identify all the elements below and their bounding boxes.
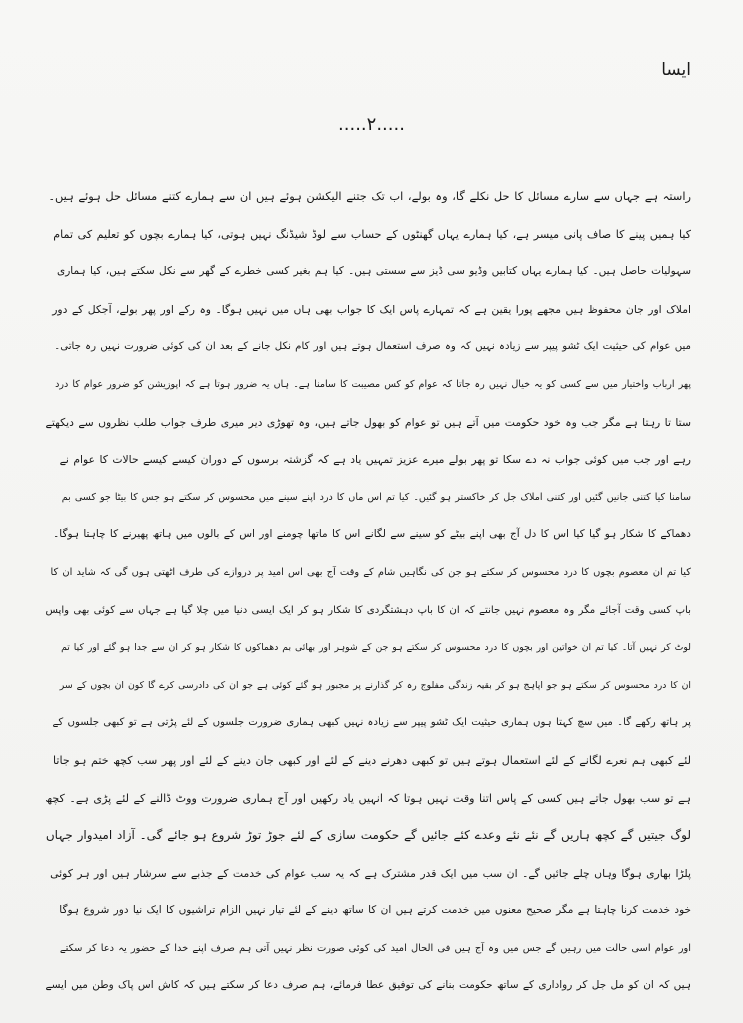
- text-line: پھر ارباب واختیار میں سے کسی کو یہ خیال نہیں رہ جاتا کہ عوام کو کس مصیبت کا سامنا ہے۔ ہاں یہ ضرور ہوتا ہے کہ اپوزیشن کو ضرور عوام کا درد: [55, 378, 691, 390]
- text-line: ستا تا رہتا ہے مگر جب وہ خود حکومت میں آتے ہیں تو عوام کو بھول جاتے ہیں، وہ تھوڑی دیر میری طرف جواب طلب نظروں سے دیکھتے: [45, 415, 691, 429]
- text-line: راستہ ہے جہاں سے سارے مسائل کا حل نکلے گا، وہ بولے، اب تک جتنے الیکشن ہوئے ہیں ان سے ہمارے کتنے مسائل حل ہوئے ہیں۔: [48, 189, 691, 203]
- text-line: دھماکے کا شکار ہو گیا کیا اس کا دل آج بھی اپنے بیٹے کو سینے سے لگانے اس کا ماتھا چومنے اور اس کے بالوں میں ہاتھ پھیرنے کا چاہتا ہوگا۔: [53, 528, 691, 541]
- text-line: ہیں کہ ان کو مل جل کر رواداری کے ساتھ حکومت بنانے کی توفیق عطا فرمائے، ہم صرف دعا کر سکتے ہیں کہ کاش اس پاک وطن میں ایسے: [45, 979, 691, 992]
- text-line: ہے تو سب بھول جاتے ہیں کسی کے پاس اتنا وقت نہیں ہوتا کہ انہیں یاد رکھیں اور آج ہماری ضرورت ووٹ ڈالنے کے لئے پڑی ہے۔ کچھ: [45, 791, 691, 805]
- text-line: پلڑا بھاری ہوگا وہاں چلے جائیں گے۔ ان سب میں ایک قدر مشترک ہے کہ یہ سب عوام کی خدمت کے جذبے سے سرشار ہیں اور ہر کوئی: [50, 866, 691, 880]
- text-line: خود خدمت کرنا چاہتا ہے مگر صحیح معنوں میں خدمت کرتے ہیں ان کا ساتھ دینے کے لئے تیار نہیں الزام تراشیوں کا ایک نیا دور شروع ہوگا: [59, 904, 691, 917]
- document-body: [44, 178, 691, 1005]
- header-label: ایسا: [661, 60, 691, 80]
- text-line: کیا تم ان معصوم بچوں کا درد محسوس کر سکتے ہو جن کی نگاہیں شام کے وقت آج بھی اس امید پر دروازے کی طرف اٹھتی ہوں گی کہ شاید ان کا: [50, 566, 691, 578]
- text-line: سہولیات حاصل ہیں۔ کیا ہمارے یہاں کتابیں وڈیو سی ڈیز سے سستی ہیں۔ کیا ہم بغیر کسی خطرے کے گھر سے نکل سکتے ہیں، کیا ہماری: [57, 265, 691, 278]
- text-line: ان کا درد محسوس کر سکتے ہو جو اپاہج ہو کر بقیہ زندگی مفلوج رہ کر گذارنے پر مجبور ہو گئے کوئی ہے جو ان کی دادرسی کرے گا کون ان بچوں کے سر: [59, 679, 691, 691]
- page-number: .....۲.....: [338, 114, 405, 135]
- text-line: لئے کبھی ہم نعرے لگانے کے لئے استعمال ہوتے ہیں تو کبھی دھرنے دینے کے لئے اور کبھی جان دینے کے لئے اور پھر سب کچھ ختم ہو جاتا: [53, 753, 691, 767]
- text-line: سامنا کیا کتنی جانیں گئیں اور کتنی املاک جل کر خاکستر ہو گئیں۔ کیا تم اس ماں کا درد اپنے سینے میں محسوس کر سکتے ہو جس کا بیٹا جو کسی بم: [61, 491, 691, 503]
- text-line: پر ہاتھ رکھے گا۔ میں سچ کہتا ہوں ہماری حیثیت ایک ٹشو پیپر سے زیادہ نہیں کبھی ہماری ضرورت جلسوں کے لئے پڑتی ہے تو کبھی جلسوں کے: [52, 717, 691, 729]
- text-line: لوٹ کر نہیں آتا۔ کیا تم ان خواتین اور بچوں کا درد محسوس کر سکتے ہو جن کے شوہر اور بھائی بم دھماکوں کا شکار ہو کر ان سے جدا ہو گئے اور کیا تم: [61, 642, 691, 654]
- text-line: میں عوام کی حیثیت ایک ٹشو پیپر سے زیادہ نہیں کہ وہ صرف استعمال ہوتے ہیں اور کام نکل جانے کے بعد ان کی کوئی ضرورت نہیں رہ جاتی۔: [54, 341, 691, 353]
- text-line: کیا ہمیں پینے کا صاف پانی میسر ہے، کیا ہمارے یہاں گھنٹوں کے حساب سے لوڈ شیڈنگ نہیں ہوتی، کیا ہمارے بچوں کو تعلیم کی تمام: [53, 227, 691, 241]
- text-line: اور عوام اسی حالت میں رہیں گے جس میں وہ آج ہیں فی الحال امید کی کوئی صورت نظر نہیں آتی ہم صرف اپنے خدا کے حضور یہ دعا کر سکتے: [59, 942, 691, 954]
- text-line: رہے اور جب میں کوئی جواب نہ دے سکا تو پھر بولے میرے عزیز تمہیں یاد ہے کہ گزشتہ برسوں کے دوران کیسے کیسے حالات کا عوام نے: [59, 453, 691, 467]
- text-line: املاک اور جان محفوظ ہیں مجھے پورا یقین ہے کہ تمہارے پاس ایک کا جواب بھی ہاں میں نہیں ہوگا۔ وہ رکے اور پھر بولے، آجکل کے دور: [52, 302, 691, 316]
- text-line: لوگ جیتیں گے کچھ ہاریں گے نئے نئے وعدے کئے جائیں گے حکومت سازی کے لئے جوڑ توڑ شروع ہو جائے گی۔ آزاد امیدوار جہاں: [45, 828, 691, 843]
- text-line: باپ کسی وقت آجائے مگر وہ معصوم نہیں جانتے کہ ان کا باپ دہشتگردی کا شکار ہو کر ایک ایسی دنیا میں چلا گیا ہے جہاں سے کوئی بھی واپس: [45, 604, 691, 616]
